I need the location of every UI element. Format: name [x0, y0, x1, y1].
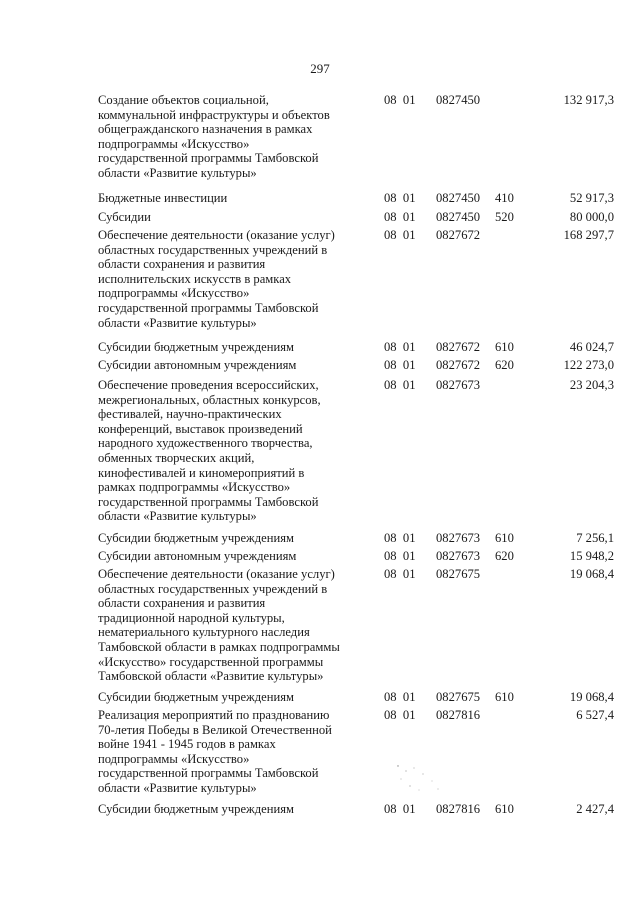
scan-specks: [392, 762, 452, 802]
row-name: Субсидии бюджетным учреждениям: [98, 531, 294, 545]
page-number: 297: [310, 61, 330, 76]
row-name: Создание объектов социальной, коммунальной инфраструктуры и объектов общегражданского назначения в рамках подпрограммы «Искусство» государственной программы Тамбовской области «Развитие культуры»: [98, 93, 330, 180]
row-target-article: 0827672: [436, 228, 481, 242]
row-target-article: 0827816: [436, 708, 481, 722]
row-section: 08 01: [384, 210, 416, 224]
row-name: Субсидии бюджетным учреждениям: [98, 802, 294, 816]
row-amount: 15 948,2: [569, 549, 614, 563]
row-section: 08 01: [384, 228, 416, 242]
row-name: Обеспечение деятельности (оказание услуг) областных государственных учреждений в области сохранения и развития традиционной народной культуры, нематериального культурного наследия Тамбовской области в рамках подпрограммы «Искусство» государственной программы Тамбовской области «Развитие культуры»: [98, 567, 340, 684]
row-expense-type: 620: [495, 358, 514, 372]
row-expense-type: 620: [495, 549, 514, 563]
row-target-article: 0827672: [436, 340, 481, 354]
row-amount: 122 273,0: [563, 358, 614, 372]
row-amount: 19 068,4: [569, 690, 614, 704]
row-expense-type: 610: [495, 802, 514, 816]
row-section: 08 01: [384, 549, 416, 563]
row-section: 08 01: [384, 802, 416, 816]
row-target-article: 0827450: [436, 93, 481, 107]
row-name: Обеспечение проведения всероссийских, межрегиональных, областных конкурсов, фестивалей, научно-практических конференций, выставок произведений народного художественного творчества, обменных творческих акций, кинофестивалей и киномероприятий в рамках подпрограммы «Искусство» государственной программы Тамбовской области «Развитие культуры»: [98, 378, 321, 524]
row-name: Субсидии автономным учреждениям: [98, 358, 297, 372]
row-target-article: 0827816: [436, 802, 481, 816]
row-expense-type: 610: [495, 531, 514, 545]
row-section: 08 01: [384, 567, 416, 581]
row-target-article: 0827450: [436, 191, 481, 205]
row-target-article: 0827673: [436, 531, 481, 545]
row-section: 08 01: [384, 708, 416, 722]
row-expense-type: 410: [495, 191, 514, 205]
row-amount: 132 917,3: [563, 93, 614, 107]
row-target-article: 0827672: [436, 358, 481, 372]
row-name: Обеспечение деятельности (оказание услуг) областных государственных учреждений в области сохранения и развития исполнительских искусств в рамках подпрограммы «Искусство» государственной программы Тамбовской области «Развитие культуры»: [98, 228, 335, 330]
row-target-article: 0827673: [436, 549, 481, 563]
row-amount: 2 427,4: [576, 802, 614, 816]
row-section: 08 01: [384, 358, 416, 372]
row-amount: 19 068,4: [569, 567, 614, 581]
row-section: 08 01: [384, 340, 416, 354]
row-expense-type: 610: [495, 340, 514, 354]
row-section: 08 01: [384, 378, 416, 392]
row-amount: 23 204,3: [569, 378, 614, 392]
row-amount: 52 917,3: [569, 191, 614, 205]
row-name: Субсидии автономным учреждениям: [98, 549, 297, 563]
row-section: 08 01: [384, 191, 416, 205]
row-target-article: 0827450: [436, 210, 481, 224]
row-section: 08 01: [384, 93, 416, 107]
row-amount: 46 024,7: [569, 340, 614, 354]
row-section: 08 01: [384, 690, 416, 704]
row-name: Субсидии бюджетным учреждениям: [98, 340, 294, 354]
row-expense-type: 520: [495, 210, 514, 224]
row-amount: 6 527,4: [576, 708, 614, 722]
row-name: Субсидии: [98, 210, 151, 224]
row-name: Реализация мероприятий по празднованию 70-летия Победы в Великой Отечественной войне 1941 - 1945 годов в рамках подпрограммы «Искусство» государственной программы Тамбовской области «Развитие культуры»: [98, 708, 332, 795]
row-amount: 80 000,0: [569, 210, 614, 224]
row-target-article: 0827675: [436, 690, 481, 704]
row-amount: 168 297,7: [563, 228, 614, 242]
row-expense-type: 610: [495, 690, 514, 704]
row-section: 08 01: [384, 531, 416, 545]
row-name: Бюджетные инвестиции: [98, 191, 228, 205]
row-target-article: 0827673: [436, 378, 481, 392]
row-name: Субсидии бюджетным учреждениям: [98, 690, 294, 704]
row-target-article: 0827675: [436, 567, 481, 581]
row-amount: 7 256,1: [576, 531, 614, 545]
